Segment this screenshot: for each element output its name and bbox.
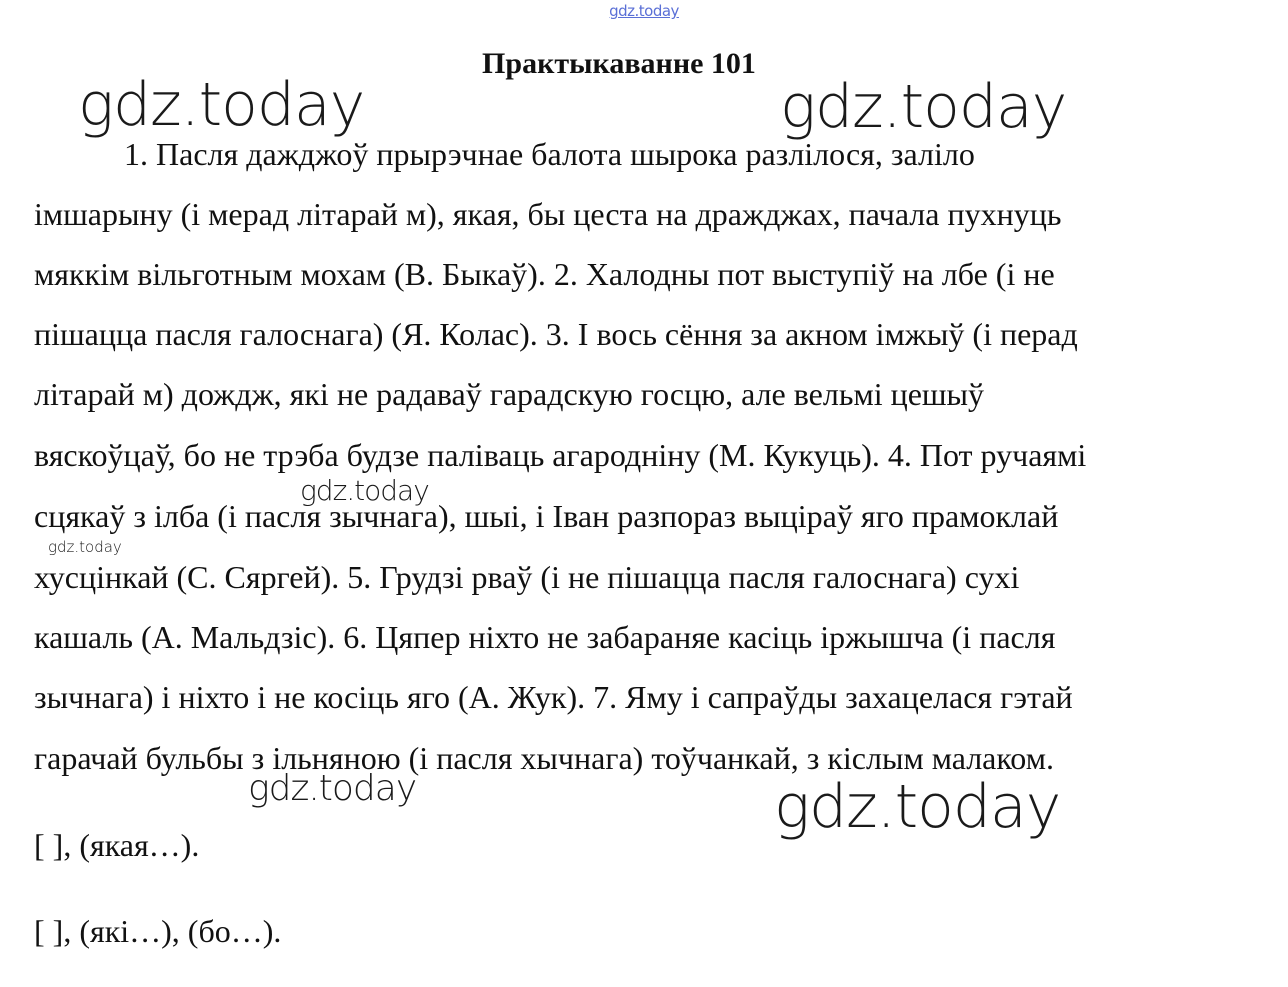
sentence-scheme-1: [ ], (якая…). (34, 827, 200, 863)
text-line-6: вяскоўцаў, бо не трэба будзе паліваць агародніну (М. Кукуць). 4. Пот ручаямі (34, 437, 1087, 473)
text-line-7: сцякаў з ілба (і пасля зычнага), шыі, і Іван разпораз выціраў яго прамоклай (34, 498, 1059, 534)
watermark-big-right: gdz.today (780, 72, 1067, 142)
sentence-scheme-2: [ ], (які…), (бо…). (34, 913, 282, 949)
text-line-8: хусцінкай (С. Сяргей). 5. Грудзі рваў (і не пішацца пасля галоснага) сухі (34, 559, 1020, 595)
text-line-2: імшарыну (і мерад літарай м), якая, бы цеста на дражджах, пачала пухнуць (34, 196, 1062, 232)
text-line-10: зычнага) і ніхто і не косіць яго (А. Жук). 7. Яму і сапраўды захацелася гэтай (34, 679, 1073, 715)
watermark-mid-center: gdz.today (300, 474, 429, 507)
watermark-big-left: gdz.today (78, 70, 365, 140)
watermark-top: gdz.today (609, 2, 679, 20)
text-line-4: пішацца пасля галоснага) (Я. Колас). 3. І вось сёння за акном імжыў (і перад (34, 316, 1078, 352)
text-line-3: мяккім вільготным мохам (В. Быкаў). 2. Халодны пот выступіў на лбе (і не (34, 256, 1055, 292)
text-line-5: літарай м) дождж, які не радаваў гарадскую госцю, але вельмі цешыў (34, 376, 985, 412)
watermark-small-left: gdz.today (48, 538, 122, 556)
page-title: Практыкаванне 101 (482, 47, 756, 80)
text-line-9: кашаль (А. Мальдзіс). 6. Цяпер ніхто не забараняе касіць іржышча (і пасля (34, 619, 1056, 655)
text-line-1: 1. Пасля дажджоў прырэчнае балота шырока разлілося, заліло (124, 136, 975, 172)
text-line-11: гарачай бульбы з ільняною (і пасля хычнага) тоўчанкай, з кіслым малаком. (34, 740, 1054, 776)
watermark-mid-bottom-left: gdz.today (248, 768, 417, 809)
watermark-big-bottom-right: gdz.today (774, 772, 1061, 842)
